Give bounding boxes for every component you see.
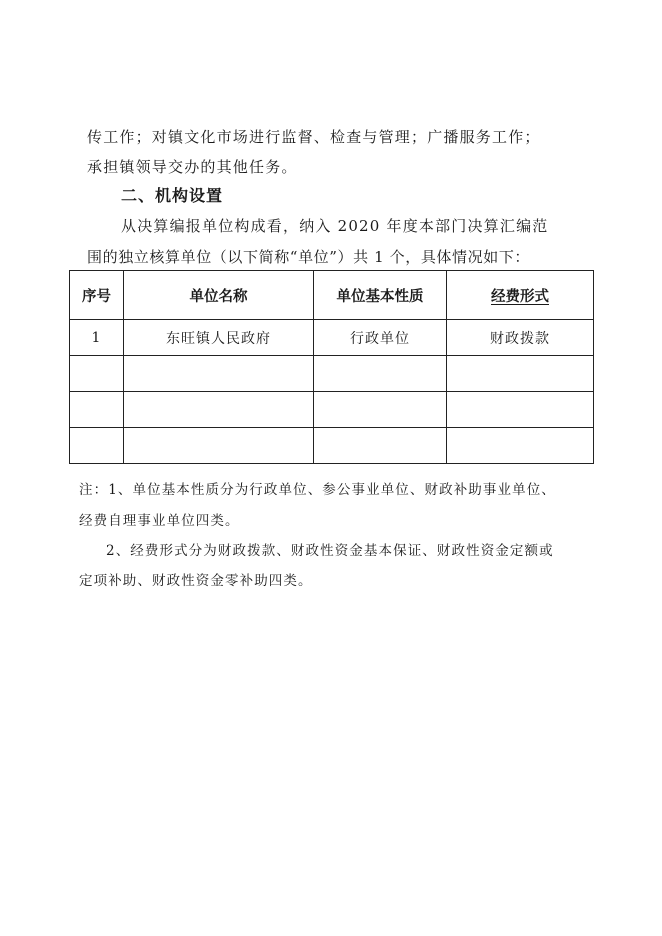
cell-index [70, 356, 124, 392]
cell-index: 1 [70, 320, 124, 356]
cell-unit-name [124, 392, 314, 428]
header-funding-form: 经费形式 [447, 271, 594, 320]
header-unit-nature: 单位基本性质 [314, 271, 447, 320]
table-row [70, 356, 594, 392]
cell-funding-form: 财政拨款 [447, 320, 594, 356]
cell-unit-nature: 行政单位 [314, 320, 447, 356]
section-heading: 二、机构设置 [121, 186, 224, 205]
cell-unit-name: 东旺镇人民政府 [124, 320, 314, 356]
note-1-line-2: 经费自理事业单位四类。 [79, 513, 240, 529]
paragraph-line-2: 围的独立核算单位（以下简称“单位”）共 1 个，具体情况如下： [87, 248, 531, 266]
note-2-line-1: 2、经费形式分为财政拨款、财政性资金基本保证、财政性资金定额或 [106, 543, 554, 559]
cell-funding-form [447, 428, 594, 464]
cell-index [70, 428, 124, 464]
header-unit-name: 单位名称 [124, 271, 314, 320]
paragraph-line-1: 从决算编报单位构成看，纳入 2020 年度本部门决算汇编范 [121, 217, 549, 235]
body-line-1: 传工作；对镇文化市场进行监督、检查与管理；广播服务工作； [87, 128, 541, 146]
table-row [70, 392, 594, 428]
cell-unit-nature [314, 392, 447, 428]
cell-unit-nature [314, 356, 447, 392]
table-header-row [70, 271, 594, 320]
cell-unit-name [124, 356, 314, 392]
header-index: 序号 [70, 271, 124, 320]
cell-index [70, 392, 124, 428]
note-2-line-2: 定项补助、财政性资金零补助四类。 [79, 573, 313, 589]
cell-funding-form [447, 356, 594, 392]
body-line-2: 承担镇领导交办的其他任务。 [87, 158, 298, 176]
cell-unit-nature [314, 428, 447, 464]
unit-table [69, 270, 594, 464]
cell-unit-name [124, 428, 314, 464]
note-1-line-1: 注：1、单位基本性质分为行政单位、参公事业单位、财政补助事业单位、 [79, 482, 556, 498]
table-row [70, 428, 594, 464]
table-row [70, 320, 594, 356]
cell-funding-form [447, 392, 594, 428]
